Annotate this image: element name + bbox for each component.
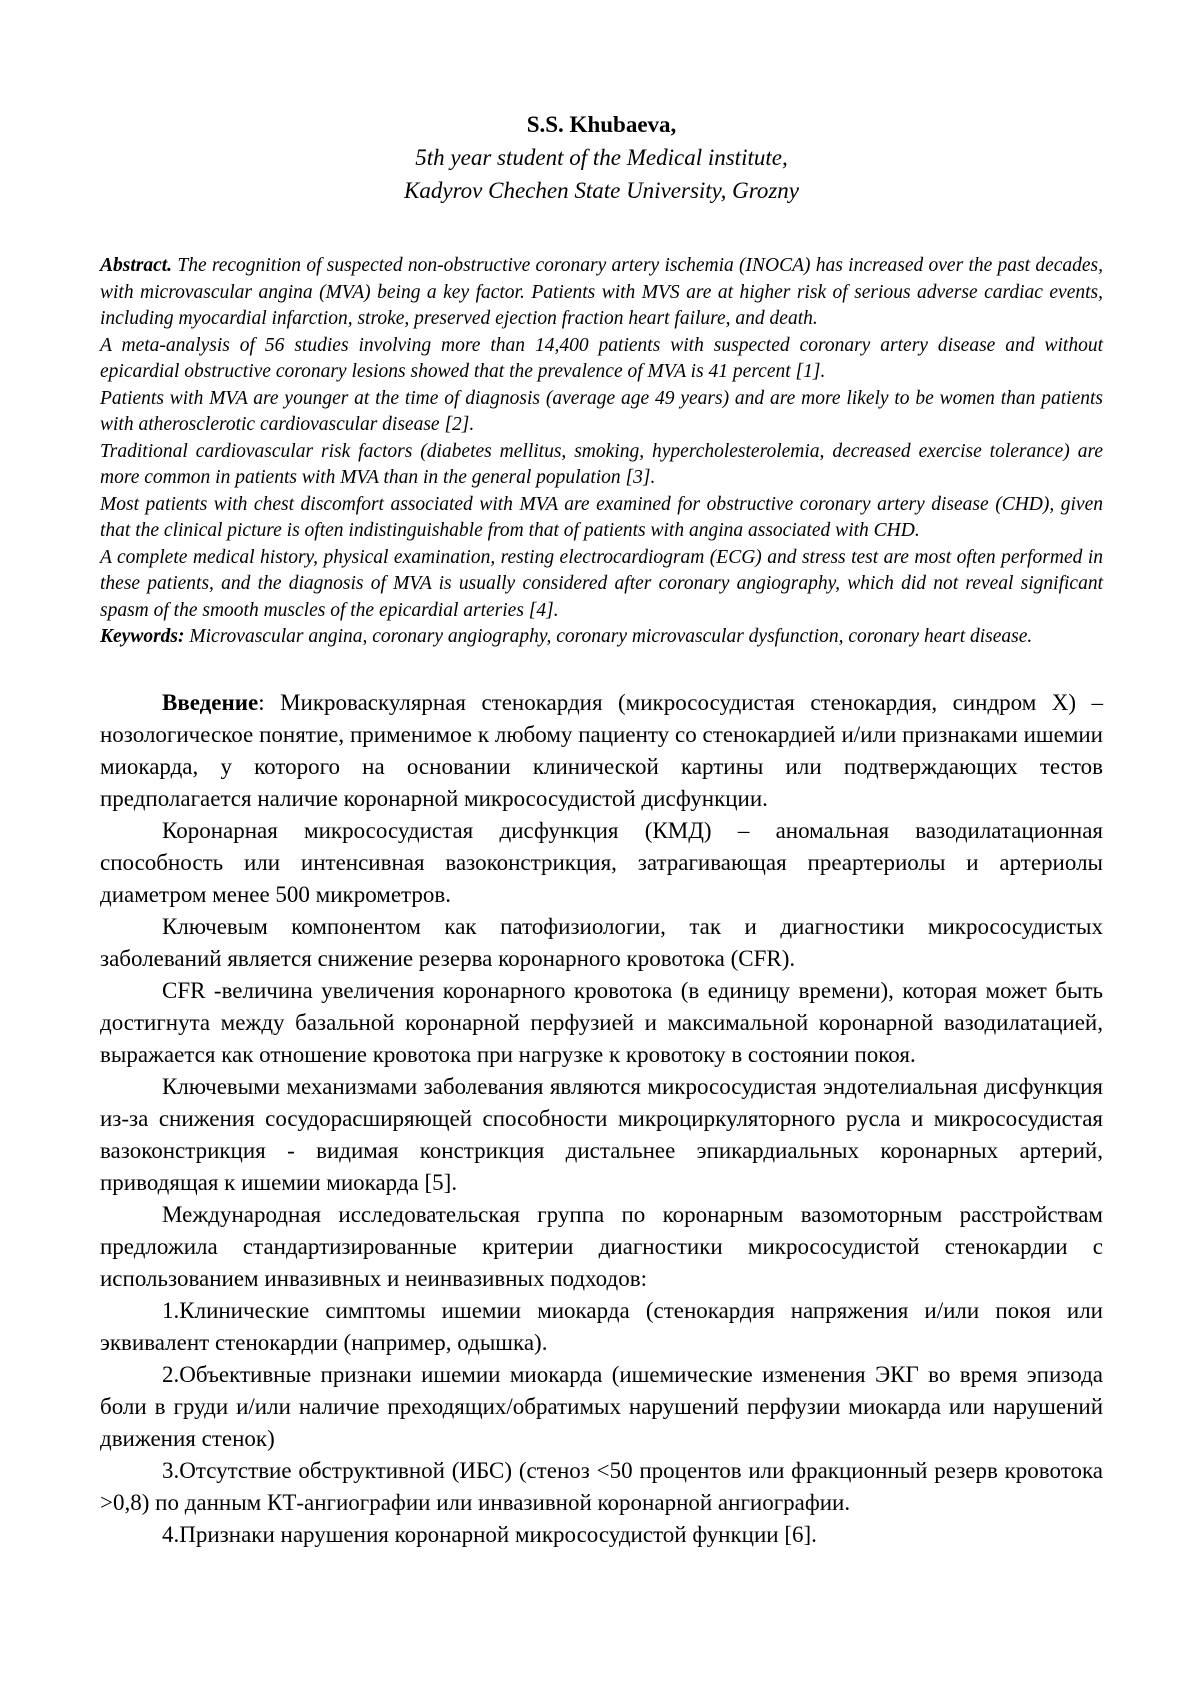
body-paragraph: 2.Объективные признаки ишемии миокарда (ишемические изменения ЭКГ во время эпизода боли в груди и/или наличие преходящих/обратимых нарушений перфузии миокарда или нарушений движения стенок) xyxy=(100,1361,1103,1451)
affiliation-line-1: 5th year student of the Medical institute, xyxy=(415,145,788,170)
keywords-paragraph xyxy=(100,624,1103,651)
abstract-label: Abstract. xyxy=(100,255,173,276)
abstract-paragraph: A complete medical history, physical examination, resting electrocardiogram (ECG) and stress test are most often performed in these patients, and the diagnosis of MVA is usually considered after coronary angiography, which did not reveal significant spasm of the smooth muscles of the epicardial arteries [4]. xyxy=(100,546,1103,621)
abstract-lead-text: The recognition of suspected non-obstructive coronary artery ischemia (INOCA) has increased over the past decades, with microvascular angina (MVA) being a key factor. Patients with MVS are at higher risk of serious adverse cardiac events, including myocardial infarction, stroke, preserved ejection fraction heart failure, and death. xyxy=(100,255,1103,329)
body-paragraph: CFR -величина увеличения коронарного кровотока (в единицу времени), которая может быть достигнута между базальной коронарной перфузией и максимальной коронарной вазодилатацией, выражается как отношение кровотока при нагрузке к кровотоку в состоянии покоя. xyxy=(100,977,1103,1067)
affiliation-line-2: Kadyrov Chechen State University, Grozny xyxy=(404,178,799,203)
abstract-paragraph: Patients with MVA are younger at the time of diagnosis (average age 49 years) and are more likely to be women than patients with atherosclerotic cardiovascular disease [2]. xyxy=(100,387,1103,435)
intro-label: Введение xyxy=(162,689,259,715)
abstract-paragraph: Traditional cardiovascular risk factors (diabetes mellitus, smoking, hypercholesterolemia, decreased exercise tolerance) are more common in patients with MVA than in the general population [3]. xyxy=(100,440,1103,488)
body-paragraph: 4.Признаки нарушения коронарной микрососудистой функции [6]. xyxy=(162,1521,817,1547)
abstract-paragraphs xyxy=(100,333,1103,625)
body-paragraph: 3.Отсутствие обструктивной (ИБС) (стеноз <50 процентов или фракционный резерв кровотока >0,8) по данным КТ-ангиографии или инвазивной коронарной ангиографии. xyxy=(100,1457,1103,1515)
author-name: S.S. Khubaeva, xyxy=(526,112,677,137)
abstract-lead-paragraph xyxy=(100,253,1103,333)
intro-paragraph xyxy=(100,687,1103,815)
body-paragraphs xyxy=(100,815,1103,1551)
body-paragraph: Ключевым компонентом как патофизиологии, так и диагностики микрососудистых заболеваний является снижение резерва коронарного кровотока (CFR). xyxy=(100,913,1103,971)
keywords-label: Keywords: xyxy=(100,626,185,647)
abstract-paragraph: Most patients with chest discomfort associated with MVA are examined for obstructive coronary artery disease (CHD), given that the clinical picture is often indistinguishable from that of patients with angina associated with CHD. xyxy=(100,493,1103,541)
body-paragraph: Ключевыми механизмами заболевания являются микрососудистая эндотелиальная дисфункция из-за снижения сосудорасширяющей способности микроциркуляторного русла и микрососудистая вазоконстрикция - видимая констрикция дистальнее эпикардиальных коронарных артерий, приводящая к ишемии миокарда [5]. xyxy=(100,1073,1103,1195)
body-paragraph: Международная исследовательская группа по коронарным вазомоторным расстройствам предложила стандартизированные критерии диагностики микрососудистой стенокардии с использованием инвазивных и неинвазивных подходов: xyxy=(100,1201,1103,1291)
body-paragraph: 1.Клинические симптомы ишемии миокарда (стенокардия напряжения и/или покоя или эквивалент стенокардии (например, одышка). xyxy=(100,1297,1103,1355)
abstract-paragraph: A meta-analysis of 56 studies involving more than 14,400 patients with suspected coronary artery disease and without epicardial obstructive coronary lesions showed that the prevalence of MVA is 41 percent [1]. xyxy=(100,334,1103,382)
abstract-section xyxy=(100,253,1103,651)
document-header xyxy=(100,108,1103,207)
body-section xyxy=(100,687,1103,1551)
intro-text: : Микроваскулярная стенокардия (микрососудистая стенокардия, синдром X) – нозологическое понятие, применимое к любому пациенту со стенокардией и/или признаками ишемии миокарда, у которого на основании клинической картины или подтверждающих тестов предполагается наличие коронарной микрососудистой дисфункции. xyxy=(100,689,1103,811)
body-paragraph: Коронарная микрососудистая дисфункция (КМД) – аномальная вазодилатационная способность или интенсивная вазоконстрикция, затрагивающая преартериолы и артериолы диаметром менее 500 микрометров. xyxy=(100,817,1103,907)
keywords-text: Microvascular angina, coronary angiography, coronary microvascular dysfunction, coronary heart disease. xyxy=(189,626,1033,647)
